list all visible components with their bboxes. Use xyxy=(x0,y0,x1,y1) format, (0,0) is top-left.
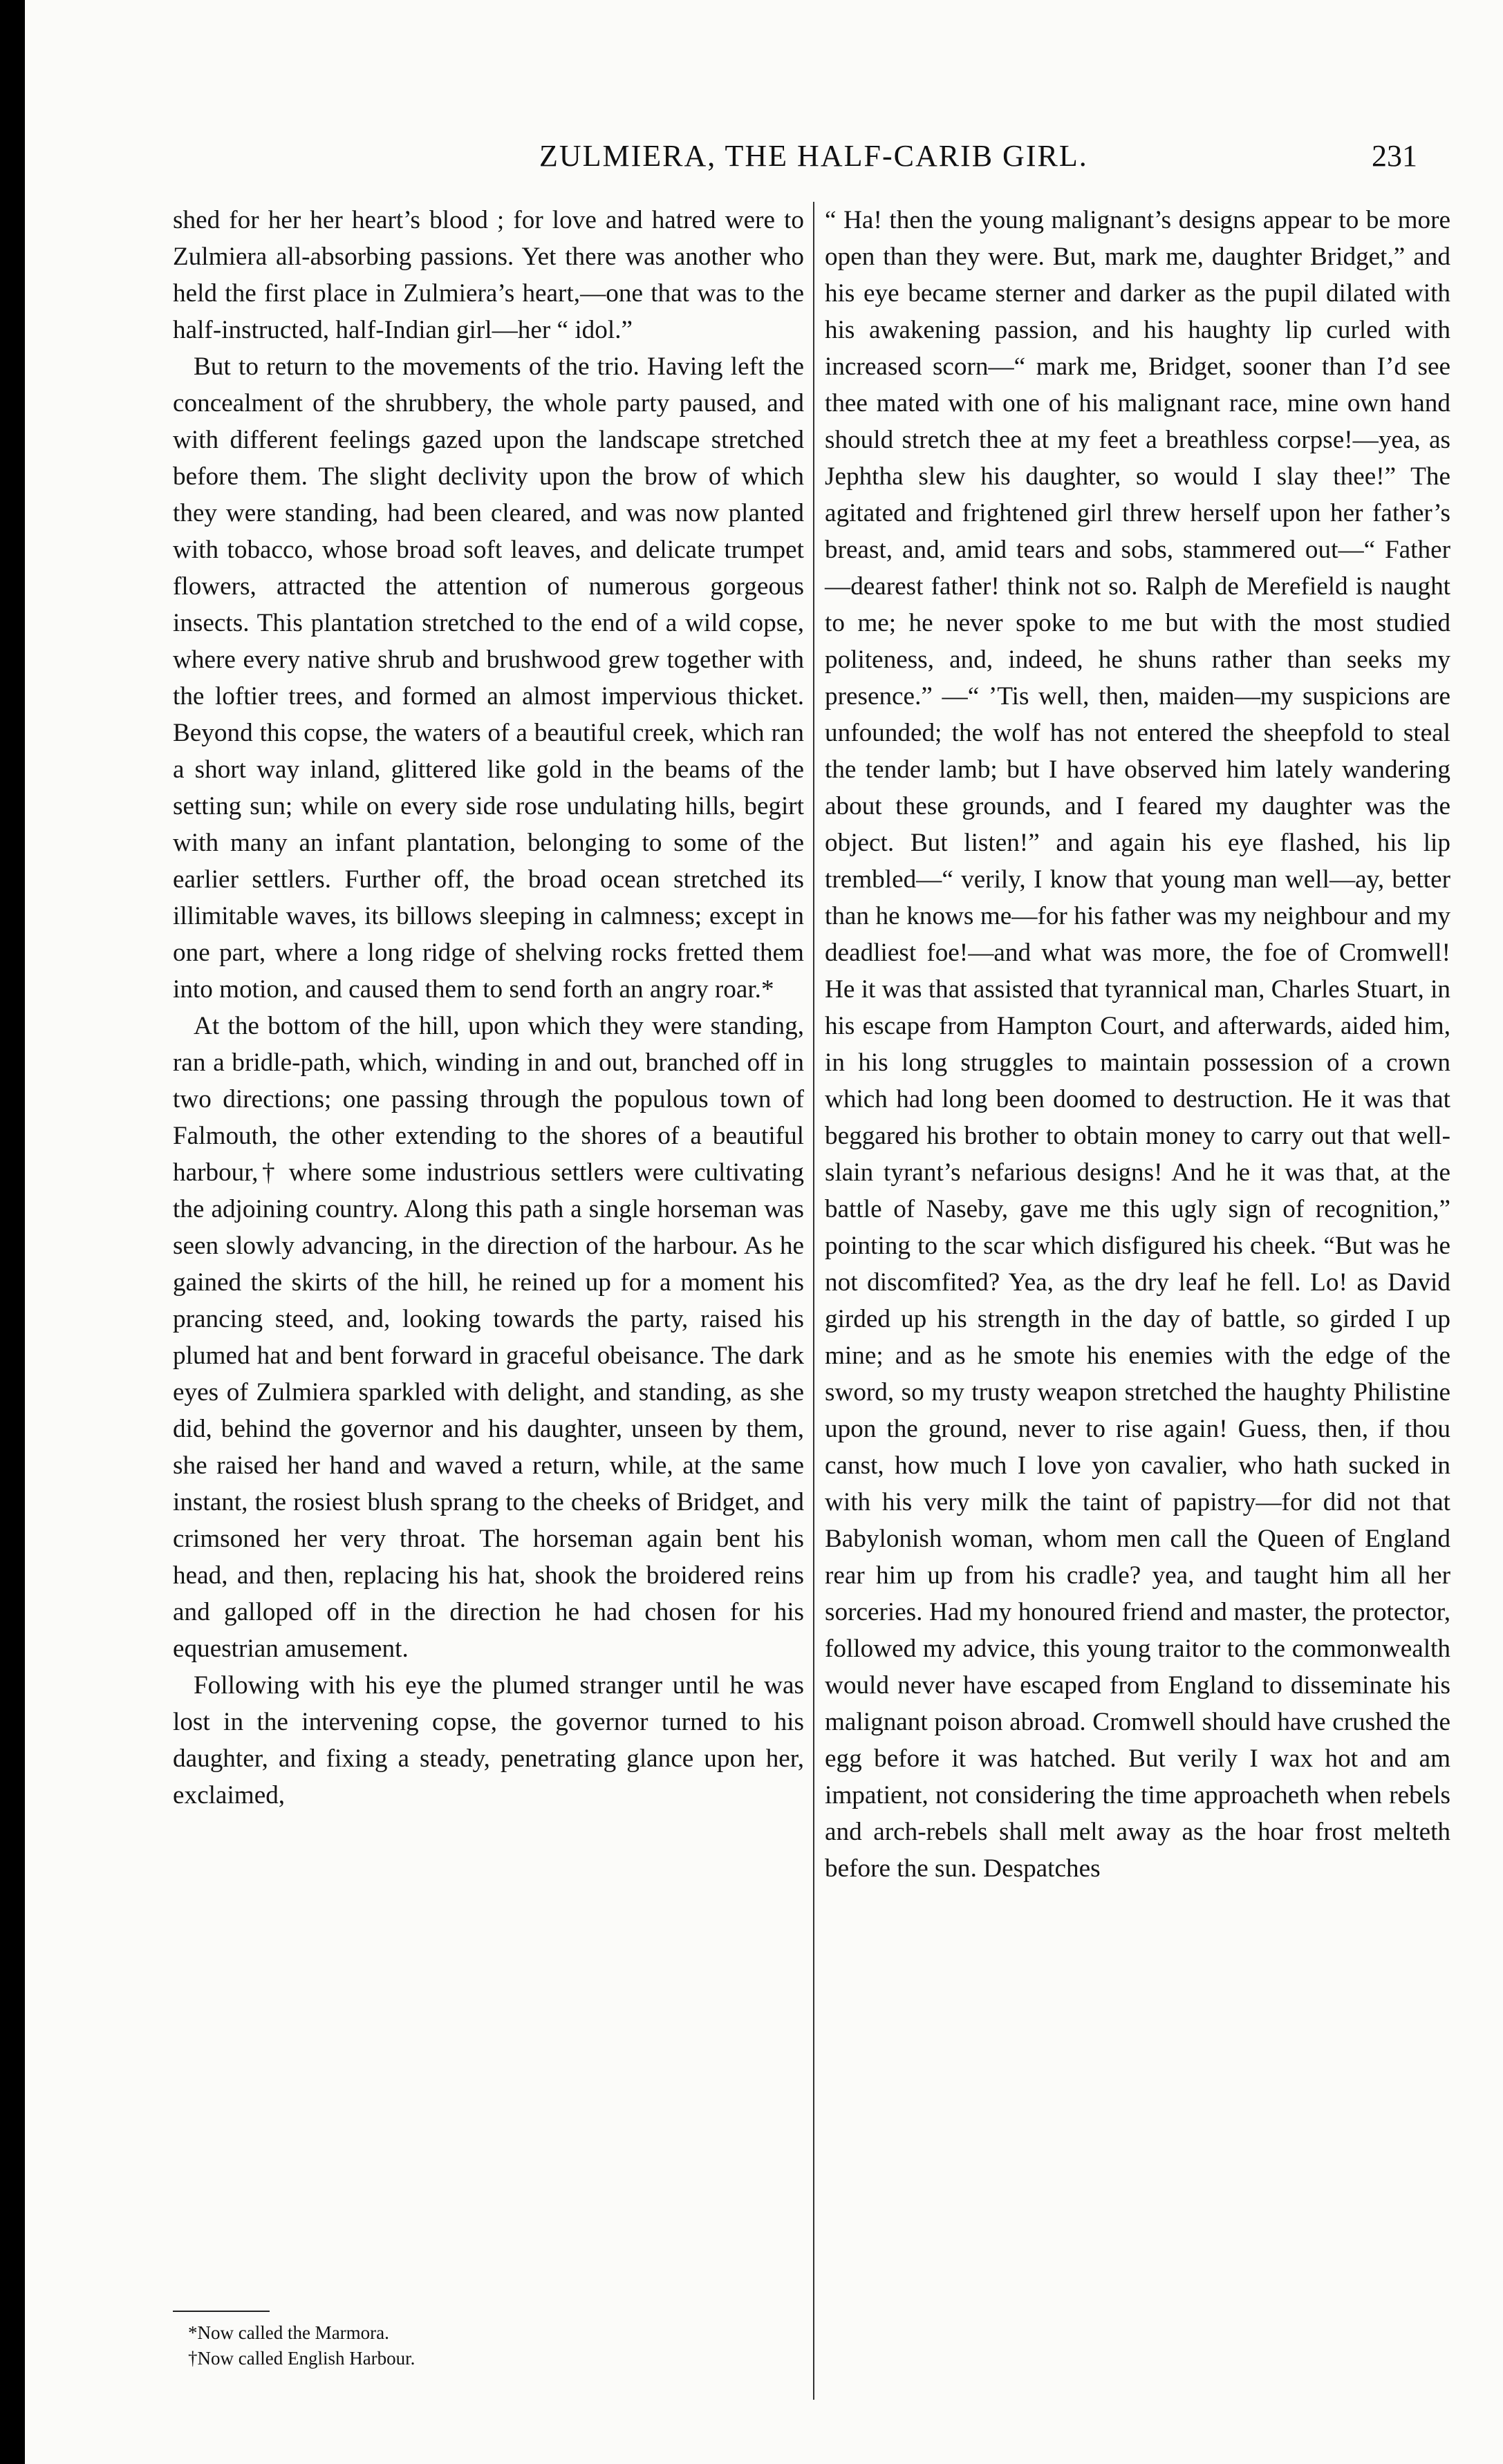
paragraph: Following with his eye the plumed stranger until he was lost in the intervening copse, the governor turned to his daughter, and fixing a steady, penetrating glance upon her, exclaimed, xyxy=(173,1671,804,1809)
footnotes xyxy=(188,2320,672,2371)
paragraph: At the bottom of the hill, upon which they were standing, ran a bridle-path, which, winding in and out, branched off in two directions; one passing through the populous town of Falmouth, the other extending to the shores of a beautiful harbour,† where some industrious settlers were cultivating the adjoining country. Along this path a single horseman was seen slowly advancing, in the direction of the harbour. As he gained the skirts of the hill, he reined up for a moment his prancing steed, and, looking towards the party, raised his plumed hat and bent forward in graceful obeisance. The dark eyes of Zulmiera sparkled with delight, and standing, as she did, behind the governor and his daughter, unseen by them, she raised her hand and waved a return, while, at the same instant, the rosiest blush sprang to the cheeks of Bridget, and crimsoned her very throat. The horseman again bent his head, and then, replacing his hat, shook the broidered reins and galloped off in the direction he had chosen for his equestrian amusement. xyxy=(173,1012,804,1663)
footnote: *Now called the Marmora. xyxy=(188,2322,389,2343)
binding-shadow xyxy=(0,0,25,2464)
page-header xyxy=(173,138,1417,187)
page-number: 231 xyxy=(1372,139,1417,173)
running-title: ZULMIERA, THE HALF-CARIB GIRL. xyxy=(539,139,1088,173)
paragraph: shed for her her heart’s blood ; for love and hatred were to Zulmiera all-absorbing passions. Yet there was another who held the first place in Zulmiera’s heart,—one that was to the half-instructed, half-Indian girl—her “ idol.” xyxy=(173,206,804,344)
right-column xyxy=(825,202,1450,1887)
paragraph: But to return to the movements of the trio. Having left the concealment of the shrubbery, the whole party paused, and with different feelings gazed upon the landscape stretched before them. The slight declivity upon the brow of which they were standing, had been cleared, and was now planted with tobacco, whose broad soft leaves, and delicate trumpet flowers, attracted the attention of numerous gorgeous insects. This plantation stretched to the end of a wild copse, where every native shrub and brushwood grew together with the loftier trees, and formed an almost impervious thicket. Beyond this copse, the waters of a beautiful creek, which ran a short way inland, glittered like gold in the beams of the setting sun; while on every side rose undulating hills, begirt with many an infant plantation, belonging to some of the earlier settlers. Further off, the broad ocean stretched its illimitable waves, its billows sleeping in calmness; except in one part, where a long ridge of shelving rocks fretted them into motion, and caused them to send forth an angry roar.* xyxy=(173,352,804,1004)
footnote: †Now called English Harbour. xyxy=(188,2348,416,2369)
column-divider xyxy=(813,202,814,2400)
left-column xyxy=(173,202,804,1814)
paragraph: “ Ha! then the young malignant’s designs appear to be more open than they were. But, mark me, daughter Bridget,” and his eye became sterner and darker as the pupil dilated with his awakening passion, and his haughty lip curled with increased scorn—“ mark me, Bridget, sooner than I’d see thee mated with one of his malignant race, mine own hand should stretch thee at my feet a breathless corpse!—yea, as Jephtha slew his daughter, so would I slay thee!” The agitated and frightened girl threw herself upon her father’s breast, and, amid tears and sobs, stammered out—“ Father—dearest father! think not so. Ralph de Merefield is naught to me; he never spoke to me but with the most studied politeness, and, indeed, he shuns rather than seeks my presence.” —“ ’Tis well, then, maiden—my suspicions are unfounded; the wolf has not entered the sheepfold to steal the tender lamb; but I have observed him lately wandering about these grounds, and I feared my daughter was the object. But listen!” and again his eye flashed, his lip trembled—“ verily, I know that young man well—ay, better than he knows me—for his father was my neighbour and my deadliest foe!—and what was more, the foe of Cromwell! He it was that assisted that tyrannical man, Charles Stuart, in his escape from Hampton Court, and afterwards, aided him, in his long struggles to maintain possession of a crown which had long been doomed to destruction. He it was that beggared his brother to obtain money to carry out that well-slain tyrant’s nefarious designs! And he it was that, at the battle of Naseby, gave me this ugly sign of recognition,” pointing to the scar which disfigured his cheek. “But was he not discomfited? Yea, as the dry leaf he fell. Lo! as David girded up his strength in the day of battle, so girded I up mine; and as he smote his enemies with the edge of the sword, so my trusty weapon stretched the haughty Philistine upon the ground, never to rise again! Guess, then, if thou canst, how much I love yon cavalier, who hath sucked in with his very milk the taint of papistry—for did not that Babylonish woman, whom men call the Queen of England rear him up from his cradle? yea, and taught him all her sorceries. Had my honoured friend and master, the protector, followed my advice, this young traitor to the commonwealth would never have escaped from England to disseminate his malignant poison abroad. Cromwell should have crushed the egg before it was hatched. But verily I wax hot and am impatient, not considering the time approacheth when rebels and arch-rebels shall melt away as the hoar frost melteth before the sun. Despatches xyxy=(825,206,1450,1883)
footnote-divider xyxy=(173,2311,270,2312)
